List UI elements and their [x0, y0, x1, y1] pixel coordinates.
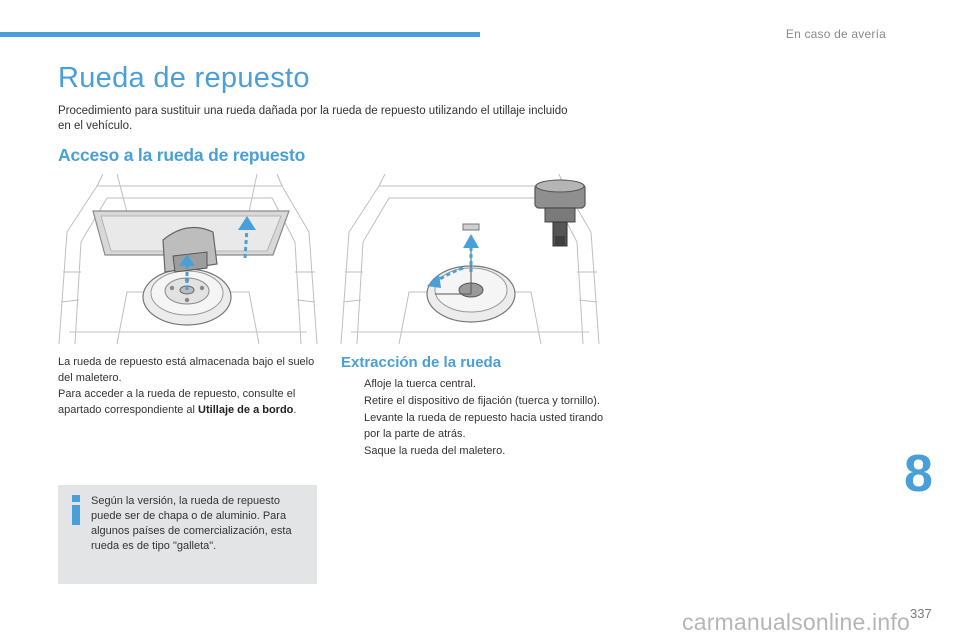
section-subtitle: Acceso a la rueda de repuesto	[58, 145, 306, 165]
intro-text: Procedimiento para sustituir una rueda dañada por la rueda de repuesto utilizando el utillaje incluido en el vehículo.	[58, 105, 568, 132]
tools-reference: Utillaje de a bordo	[198, 404, 294, 416]
chapter-number: 8	[904, 445, 933, 503]
storage-paragraph: La rueda de repuesto está almacenada bajo el suelo del maletero.	[58, 356, 315, 384]
header-accent-bar	[0, 32, 480, 37]
watermark: carmanualsonline.info	[682, 609, 910, 635]
page-title: Rueda de repuesto	[58, 62, 310, 94]
info-icon	[69, 495, 83, 525]
list-item: Levante la rueda de repuesto hacia usted tirando por la parte de atrás.	[364, 412, 604, 440]
trunk-floor-illustration	[57, 172, 319, 346]
list-item: Afloje la tuerca central.	[364, 378, 476, 390]
section-label: En caso de avería	[785, 27, 886, 41]
spare-wheel-removal-illustration	[339, 172, 601, 346]
info-box	[58, 485, 317, 584]
list-item: Saque la rueda del maletero.	[364, 445, 506, 457]
extraction-steps	[341, 376, 606, 460]
page-number: 337	[910, 606, 932, 621]
extraction-title: Extracción de la rueda	[341, 354, 502, 371]
storage-description	[58, 354, 316, 418]
trunk-floor-drawing	[57, 172, 319, 346]
access-paragraph: Para acceder a la rueda de repuesto, consulte el apartado correspondiente al Utillaje de a bordo.	[58, 388, 297, 416]
info-text: Según la versión, la rueda de repuesto puede ser de chapa o de aluminio. Para algunos países de comercialización, esta rueda es de tipo "galleta".	[91, 495, 292, 552]
list-item: Retire el dispositivo de fijación (tuerca y tornillo).	[364, 395, 600, 407]
wheel-removal-drawing	[339, 172, 601, 346]
